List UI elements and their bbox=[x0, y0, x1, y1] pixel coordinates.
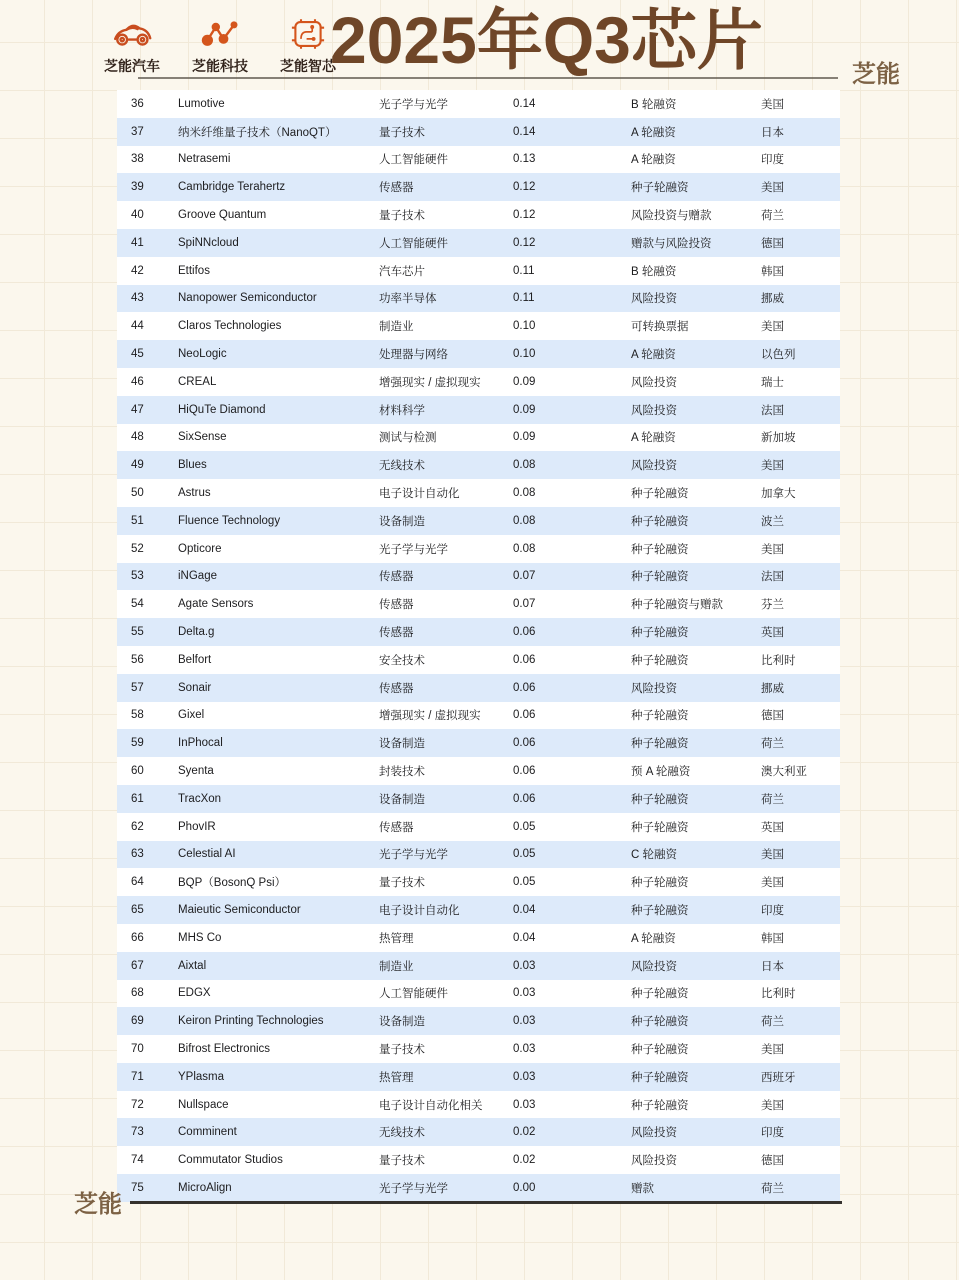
company-name-cell: MicroAlign bbox=[178, 1181, 232, 1194]
category-cell: 设备制造 bbox=[379, 515, 425, 528]
category-cell: 量子技术 bbox=[379, 1155, 425, 1168]
rank-cell: 61 bbox=[131, 792, 144, 805]
rank-cell: 70 bbox=[131, 1042, 144, 1055]
funding-round-cell: A 轮融资 bbox=[631, 932, 676, 945]
rank-cell: 73 bbox=[131, 1126, 144, 1139]
funding-round-cell: 种子轮融资 bbox=[631, 988, 689, 1001]
funding-round-cell: 风险投资 bbox=[631, 404, 677, 417]
table-row bbox=[117, 312, 840, 340]
country-cell: 日本 bbox=[761, 960, 784, 973]
category-cell: 量子技术 bbox=[379, 210, 425, 223]
country-cell: 澳大利亚 bbox=[761, 766, 807, 779]
category-cell: 无线技术 bbox=[379, 460, 425, 473]
funding-round-cell: 种子轮融资 bbox=[631, 654, 689, 667]
table-row bbox=[117, 507, 840, 535]
value-cell: 0.04 bbox=[513, 931, 536, 944]
value-cell: 0.14 bbox=[513, 125, 536, 138]
table-row bbox=[117, 368, 840, 396]
value-cell: 0.05 bbox=[513, 820, 536, 833]
funding-round-cell: 种子轮融资 bbox=[631, 1071, 689, 1084]
logo-label: 芝能汽车 bbox=[104, 58, 160, 74]
country-cell: 印度 bbox=[761, 905, 784, 917]
country-cell: 法国 bbox=[761, 571, 784, 584]
funding-round-cell: A 轮融资 bbox=[631, 126, 676, 139]
table-row bbox=[117, 702, 840, 730]
company-name-cell: Blues bbox=[178, 459, 207, 472]
company-name-cell: Keiron Printing Technologies bbox=[178, 1015, 324, 1028]
value-cell: 0.07 bbox=[513, 598, 536, 611]
logo-label: 芝能智芯 bbox=[280, 58, 336, 74]
rank-cell: 49 bbox=[131, 459, 144, 472]
country-cell: 挪威 bbox=[761, 293, 784, 306]
country-cell: 新加坡 bbox=[761, 432, 796, 445]
category-cell: 光子学与光学 bbox=[379, 1182, 448, 1195]
category-cell: 增强现实 / 虚拟现实 bbox=[379, 376, 481, 389]
table-row bbox=[117, 90, 840, 118]
table-row bbox=[117, 1118, 840, 1146]
brand-logos bbox=[96, 14, 344, 76]
company-name-cell: Groove Quantum bbox=[178, 209, 267, 222]
country-cell: 瑞士 bbox=[761, 376, 784, 389]
table-row bbox=[117, 1091, 840, 1119]
country-cell: 英国 bbox=[761, 627, 784, 640]
category-cell: 光子学与光学 bbox=[379, 543, 448, 556]
category-cell: 电子设计自动化相关 bbox=[379, 1099, 483, 1112]
rank-cell: 43 bbox=[131, 292, 144, 305]
value-cell: 0.07 bbox=[513, 570, 536, 583]
funding-round-cell: 种子轮融资 bbox=[631, 877, 689, 890]
funding-round-cell: 种子轮融资与赠款 bbox=[631, 599, 723, 612]
category-cell: 人工智能硬件 bbox=[379, 237, 448, 250]
table-row bbox=[117, 813, 840, 841]
category-cell: 材料科学 bbox=[379, 404, 425, 417]
category-cell: 封装技术 bbox=[379, 766, 425, 779]
funding-round-cell: 种子轮融资 bbox=[631, 1016, 689, 1029]
country-cell: 加拿大 bbox=[761, 488, 796, 501]
category-cell: 光子学与光学 bbox=[379, 849, 448, 862]
table-row bbox=[117, 924, 840, 952]
rank-cell: 72 bbox=[131, 1098, 144, 1111]
category-cell: 量子技术 bbox=[379, 1043, 425, 1056]
table-row bbox=[117, 841, 840, 869]
rank-cell: 48 bbox=[131, 431, 144, 444]
logo-zhineng-auto bbox=[96, 14, 168, 76]
category-cell: 传感器 bbox=[379, 682, 414, 695]
category-cell: 制造业 bbox=[379, 960, 414, 973]
value-cell: 0.06 bbox=[513, 626, 536, 639]
company-name-cell: YPlasma bbox=[178, 1070, 225, 1083]
funding-round-cell: 风险投资 bbox=[631, 1155, 677, 1168]
category-cell: 热管理 bbox=[379, 1071, 414, 1084]
company-name-cell: Lumotive bbox=[178, 97, 225, 110]
rank-cell: 71 bbox=[131, 1070, 144, 1083]
rank-cell: 40 bbox=[131, 209, 144, 222]
table-row bbox=[117, 535, 840, 563]
table-row bbox=[117, 146, 840, 174]
country-cell: 以色列 bbox=[761, 349, 796, 362]
category-cell: 量子技术 bbox=[379, 877, 425, 890]
rank-cell: 41 bbox=[131, 236, 144, 249]
funding-round-cell: B 轮融资 bbox=[631, 265, 677, 278]
category-cell: 传感器 bbox=[379, 182, 414, 195]
company-name-cell: Astrus bbox=[178, 487, 211, 500]
company-name-cell: Agate Sensors bbox=[178, 598, 254, 611]
rank-cell: 36 bbox=[131, 97, 144, 110]
funding-round-cell: 风险投资 bbox=[631, 960, 677, 973]
company-name-cell: Aixtal bbox=[178, 959, 207, 972]
rank-cell: 51 bbox=[131, 514, 144, 527]
table-row bbox=[117, 451, 840, 479]
table-row bbox=[117, 285, 840, 313]
company-name-cell: Fluence Technology bbox=[178, 514, 281, 527]
company-name-cell: Sonair bbox=[178, 681, 212, 694]
table-row bbox=[117, 646, 840, 674]
chip-funding-table bbox=[117, 90, 840, 1202]
country-cell: 印度 bbox=[761, 1127, 784, 1140]
table-row bbox=[117, 173, 840, 201]
category-cell: 电子设计自动化 bbox=[379, 488, 460, 501]
table-row bbox=[117, 1007, 840, 1035]
table-row bbox=[117, 1035, 840, 1063]
category-cell: 热管理 bbox=[379, 932, 414, 945]
rank-cell: 37 bbox=[131, 125, 144, 138]
category-cell: 传感器 bbox=[379, 821, 414, 834]
category-cell: 传感器 bbox=[379, 571, 414, 584]
country-cell: 日本 bbox=[761, 126, 784, 139]
value-cell: 0.06 bbox=[513, 709, 536, 722]
rank-cell: 42 bbox=[131, 264, 144, 277]
category-cell: 量子技术 bbox=[379, 126, 425, 139]
rank-cell: 69 bbox=[131, 1015, 144, 1028]
company-name-cell: SpiNNcloud bbox=[178, 236, 239, 249]
category-cell: 安全技术 bbox=[379, 654, 425, 667]
brand-text-bottom: 芝能 bbox=[74, 1191, 122, 1218]
rank-cell: 63 bbox=[131, 848, 144, 861]
funding-round-cell: C 轮融资 bbox=[631, 849, 677, 862]
country-cell: 美国 bbox=[761, 877, 784, 890]
funding-round-cell: A 轮融资 bbox=[631, 432, 676, 445]
country-cell: 比利时 bbox=[761, 988, 796, 1001]
country-cell: 韩国 bbox=[761, 265, 784, 278]
category-cell: 设备制造 bbox=[379, 1016, 425, 1029]
funding-round-cell: 风险投资 bbox=[631, 682, 677, 695]
value-cell: 0.10 bbox=[513, 320, 536, 333]
rank-cell: 62 bbox=[131, 820, 144, 833]
country-cell: 西班牙 bbox=[761, 1071, 796, 1084]
company-name-cell: Commutator Studios bbox=[178, 1154, 283, 1167]
company-name-cell: Cambridge Terahertz bbox=[178, 181, 286, 194]
company-name-cell: PhovIR bbox=[178, 820, 216, 833]
rank-cell: 45 bbox=[131, 348, 144, 361]
table-row bbox=[117, 757, 840, 785]
company-name-cell: Claros Technologies bbox=[178, 320, 282, 333]
table-row bbox=[117, 952, 840, 980]
category-cell: 光子学与光学 bbox=[379, 98, 448, 111]
rank-cell: 74 bbox=[131, 1154, 144, 1167]
category-cell: 设备制造 bbox=[379, 793, 425, 806]
company-name-cell: Maieutic Semiconductor bbox=[178, 904, 301, 916]
company-name-cell: BQP（BosonQ Psi） bbox=[178, 877, 287, 890]
car-icon bbox=[111, 14, 153, 54]
value-cell: 0.04 bbox=[513, 904, 536, 916]
company-name-cell: Celestial AI bbox=[178, 848, 236, 861]
rank-cell: 59 bbox=[131, 737, 144, 750]
value-cell: 0.03 bbox=[513, 987, 536, 1000]
rank-cell: 68 bbox=[131, 987, 144, 1000]
value-cell: 0.03 bbox=[513, 1098, 536, 1111]
category-cell: 人工智能硬件 bbox=[379, 988, 448, 1001]
country-cell: 荷兰 bbox=[761, 1016, 784, 1029]
table-row bbox=[117, 340, 840, 368]
table-bottom-divider bbox=[130, 1201, 842, 1204]
value-cell: 0.06 bbox=[513, 737, 536, 750]
country-cell: 美国 bbox=[761, 849, 784, 862]
table-row bbox=[117, 563, 840, 591]
company-name-cell: Bifrost Electronics bbox=[178, 1042, 271, 1055]
funding-round-cell: 种子轮融资 bbox=[631, 1099, 689, 1112]
value-cell: 0.03 bbox=[513, 1042, 536, 1055]
company-name-cell: Nanopower Semiconductor bbox=[178, 292, 317, 305]
brand-text-right: 芝能 bbox=[852, 61, 900, 88]
funding-round-cell: 种子轮融资 bbox=[631, 571, 689, 584]
table-row bbox=[117, 785, 840, 813]
rank-cell: 52 bbox=[131, 542, 144, 555]
table-row bbox=[117, 1146, 840, 1174]
funding-round-cell: 可转换票据 bbox=[631, 321, 689, 334]
funding-round-cell: A 轮融资 bbox=[631, 154, 676, 167]
table-row bbox=[117, 868, 840, 896]
category-cell: 传感器 bbox=[379, 599, 414, 612]
category-cell: 设备制造 bbox=[379, 738, 425, 751]
country-cell: 波兰 bbox=[761, 515, 784, 528]
value-cell: 0.08 bbox=[513, 487, 536, 500]
company-name-cell: Delta.g bbox=[178, 626, 215, 639]
country-cell: 美国 bbox=[761, 321, 784, 334]
value-cell: 0.00 bbox=[513, 1181, 536, 1194]
category-cell: 人工智能硬件 bbox=[379, 154, 448, 167]
funding-round-cell: 预 A 轮融资 bbox=[631, 766, 691, 779]
country-cell: 德国 bbox=[761, 237, 784, 250]
company-name-cell: Syenta bbox=[178, 765, 214, 778]
country-cell: 法国 bbox=[761, 404, 784, 417]
country-cell: 荷兰 bbox=[761, 210, 784, 223]
table-row bbox=[117, 896, 840, 924]
category-cell: 处理器与网络 bbox=[379, 349, 448, 362]
country-cell: 美国 bbox=[761, 1099, 784, 1112]
table-row bbox=[117, 980, 840, 1008]
category-cell: 功率半导体 bbox=[379, 293, 437, 306]
company-name-cell: MHS Co bbox=[178, 931, 222, 944]
value-cell: 0.03 bbox=[513, 1070, 536, 1083]
value-cell: 0.09 bbox=[513, 403, 536, 416]
table-row bbox=[117, 396, 840, 424]
funding-round-cell: 种子轮融资 bbox=[631, 488, 689, 501]
value-cell: 0.11 bbox=[513, 292, 535, 305]
rank-cell: 50 bbox=[131, 487, 144, 500]
funding-round-cell: 风险投资 bbox=[631, 1127, 677, 1140]
funding-round-cell: 种子轮融资 bbox=[631, 1043, 689, 1056]
value-cell: 0.08 bbox=[513, 542, 536, 555]
rank-cell: 56 bbox=[131, 653, 144, 666]
rank-cell: 64 bbox=[131, 876, 144, 889]
company-name-cell: NeoLogic bbox=[178, 348, 227, 361]
country-cell: 芬兰 bbox=[761, 599, 784, 612]
page-title: 2025年Q3芯片 bbox=[330, 3, 763, 77]
table-body bbox=[117, 90, 840, 1202]
value-cell: 0.08 bbox=[513, 459, 536, 472]
value-cell: 0.06 bbox=[513, 792, 536, 805]
country-cell: 美国 bbox=[761, 98, 784, 111]
category-cell: 测试与检测 bbox=[379, 432, 437, 445]
value-cell: 0.12 bbox=[513, 236, 536, 249]
value-cell: 0.02 bbox=[513, 1126, 536, 1139]
funding-round-cell: 种子轮融资 bbox=[631, 627, 689, 640]
table-row bbox=[117, 590, 840, 618]
funding-round-cell: 种子轮融资 bbox=[631, 710, 689, 723]
country-cell: 美国 bbox=[761, 543, 784, 556]
rank-cell: 58 bbox=[131, 709, 144, 722]
company-name-cell: TracXon bbox=[178, 792, 222, 805]
value-cell: 0.06 bbox=[513, 681, 536, 694]
rank-cell: 55 bbox=[131, 626, 144, 639]
rank-cell: 67 bbox=[131, 959, 144, 972]
company-name-cell: Nullspace bbox=[178, 1098, 229, 1111]
value-cell: 0.11 bbox=[513, 264, 535, 277]
category-cell: 汽车芯片 bbox=[379, 265, 425, 278]
company-name-cell: iNGage bbox=[178, 570, 217, 583]
table-row bbox=[117, 1063, 840, 1091]
table-row bbox=[117, 229, 840, 257]
category-cell: 无线技术 bbox=[379, 1127, 425, 1140]
value-cell: 0.06 bbox=[513, 653, 536, 666]
rank-cell: 53 bbox=[131, 570, 144, 583]
company-name-cell: CREAL bbox=[178, 375, 217, 388]
funding-round-cell: 种子轮融资 bbox=[631, 905, 689, 917]
table-row bbox=[117, 618, 840, 646]
funding-round-cell: 风险投资 bbox=[631, 376, 677, 389]
value-cell: 0.05 bbox=[513, 848, 536, 861]
company-name-cell: EDGX bbox=[178, 987, 211, 1000]
company-name-cell: HiQuTe Diamond bbox=[178, 403, 266, 416]
table-row bbox=[117, 424, 840, 452]
value-cell: 0.12 bbox=[513, 209, 536, 222]
company-name-cell: Belfort bbox=[178, 653, 212, 666]
company-name-cell: 纳米纤维量子技术（NanoQT） bbox=[178, 126, 337, 139]
company-name-cell: SixSense bbox=[178, 431, 227, 444]
chip-icon bbox=[287, 14, 329, 54]
country-cell: 印度 bbox=[761, 154, 784, 167]
rank-cell: 60 bbox=[131, 765, 144, 778]
country-cell: 荷兰 bbox=[761, 738, 784, 751]
funding-round-cell: 赠款 bbox=[631, 1182, 654, 1195]
funding-round-cell: 种子轮融资 bbox=[631, 182, 689, 195]
funding-round-cell: 种子轮融资 bbox=[631, 515, 689, 528]
value-cell: 0.03 bbox=[513, 959, 536, 972]
rank-cell: 75 bbox=[131, 1181, 144, 1194]
company-name-cell: Comminent bbox=[178, 1126, 237, 1139]
rank-cell: 66 bbox=[131, 931, 144, 944]
rank-cell: 65 bbox=[131, 904, 144, 916]
funding-round-cell: B 轮融资 bbox=[631, 98, 677, 111]
rank-cell: 38 bbox=[131, 153, 144, 166]
company-name-cell: Gixel bbox=[178, 709, 205, 722]
rank-cell: 57 bbox=[131, 681, 144, 694]
rank-cell: 54 bbox=[131, 598, 144, 611]
country-cell: 比利时 bbox=[761, 654, 796, 667]
table-row bbox=[117, 257, 840, 285]
value-cell: 0.05 bbox=[513, 876, 536, 889]
table-row bbox=[117, 674, 840, 702]
country-cell: 美国 bbox=[761, 182, 784, 195]
category-cell: 传感器 bbox=[379, 627, 414, 640]
country-cell: 荷兰 bbox=[761, 1182, 784, 1195]
funding-round-cell: 赠款与风险投资 bbox=[631, 237, 712, 250]
funding-round-cell: 风险投资与赠款 bbox=[631, 210, 712, 223]
table-row bbox=[117, 729, 840, 757]
funding-round-cell: 风险投资 bbox=[631, 460, 677, 473]
value-cell: 0.12 bbox=[513, 181, 536, 194]
value-cell: 0.06 bbox=[513, 765, 536, 778]
header-divider bbox=[138, 77, 838, 79]
rank-cell: 47 bbox=[131, 403, 144, 416]
country-cell: 美国 bbox=[761, 460, 784, 473]
table-row bbox=[117, 479, 840, 507]
table-row bbox=[117, 1174, 840, 1202]
country-cell: 英国 bbox=[761, 821, 784, 834]
country-cell: 挪威 bbox=[761, 682, 784, 695]
category-cell: 电子设计自动化 bbox=[379, 905, 460, 917]
value-cell: 0.02 bbox=[513, 1154, 536, 1167]
value-cell: 0.09 bbox=[513, 375, 536, 388]
logo-label: 芝能科技 bbox=[192, 58, 248, 74]
category-cell: 制造业 bbox=[379, 321, 414, 334]
rank-cell: 39 bbox=[131, 181, 144, 194]
company-name-cell: Netrasemi bbox=[178, 153, 231, 166]
funding-round-cell: 种子轮融资 bbox=[631, 738, 689, 751]
rank-cell: 46 bbox=[131, 375, 144, 388]
value-cell: 0.08 bbox=[513, 514, 536, 527]
logo-zhineng-tech bbox=[184, 14, 256, 76]
value-cell: 0.14 bbox=[513, 97, 536, 110]
table-row bbox=[117, 118, 840, 146]
country-cell: 荷兰 bbox=[761, 793, 784, 806]
funding-round-cell: A 轮融资 bbox=[631, 349, 676, 362]
value-cell: 0.13 bbox=[513, 153, 536, 166]
table-row bbox=[117, 201, 840, 229]
value-cell: 0.10 bbox=[513, 348, 536, 361]
country-cell: 美国 bbox=[761, 1043, 784, 1056]
network-icon bbox=[199, 14, 241, 54]
funding-round-cell: 风险投资 bbox=[631, 293, 677, 306]
rank-cell: 44 bbox=[131, 320, 144, 333]
company-name-cell: Opticore bbox=[178, 542, 222, 555]
country-cell: 德国 bbox=[761, 1155, 784, 1168]
funding-round-cell: 种子轮融资 bbox=[631, 543, 689, 556]
value-cell: 0.03 bbox=[513, 1015, 536, 1028]
category-cell: 增强现实 / 虚拟现实 bbox=[379, 710, 481, 723]
country-cell: 德国 bbox=[761, 710, 784, 723]
funding-round-cell: 种子轮融资 bbox=[631, 793, 689, 806]
company-name-cell: InPhocal bbox=[178, 737, 223, 750]
value-cell: 0.09 bbox=[513, 431, 536, 444]
company-name-cell: Ettifos bbox=[178, 264, 210, 277]
country-cell: 韩国 bbox=[761, 932, 784, 945]
funding-round-cell: 种子轮融资 bbox=[631, 821, 689, 834]
